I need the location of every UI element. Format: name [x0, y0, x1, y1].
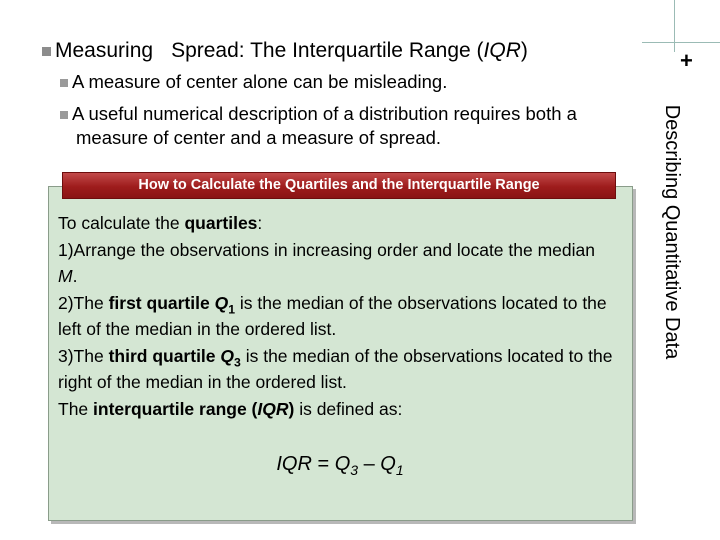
iqr-formula: [0, 450, 680, 478]
iqr-definition: [58, 396, 618, 423]
plus-mark: +: [680, 48, 693, 73]
q3-symbol: Q: [220, 345, 235, 366]
q1-subscript: 1: [228, 301, 236, 316]
step-2-bold: first quartile: [108, 292, 215, 313]
intro-colon: :: [257, 213, 263, 233]
title-abbreviation: IQR: [483, 39, 521, 62]
step-3-bold: third quartile: [108, 345, 221, 366]
bullet-item-1: [60, 70, 630, 94]
step-3-text: 3)The: [58, 345, 109, 366]
intro-text: To calculate the: [58, 213, 185, 233]
median-symbol: M: [58, 266, 73, 286]
formula-q1: Q: [380, 453, 396, 475]
step-3-rest: is the median of the observations located to the right of the median in the ordered list.: [58, 345, 613, 392]
step-2-text: 2)The: [58, 292, 109, 313]
iqr-bold: interquartile range (: [93, 398, 258, 419]
intro-bold: quartiles: [184, 213, 258, 233]
header-rule-vertical: [674, 0, 675, 52]
formula-q1-subscript: 1: [395, 461, 404, 478]
step-1-end: .: [72, 266, 78, 286]
title-close-paren: ): [520, 39, 528, 62]
square-bullet-icon: [60, 111, 68, 119]
definition-banner: How to Calculate the Quartiles and the Interquartile Range: [62, 172, 616, 199]
section-title-vertical: Describing Quantitative Data: [661, 104, 683, 360]
step-2: [58, 290, 618, 343]
title-text: Spread: The Interquartile Range (: [171, 39, 484, 62]
step-3: [58, 343, 618, 396]
formula-q3: Q: [334, 453, 351, 475]
header-rule-horizontal: [642, 42, 720, 43]
intro-line: [58, 210, 618, 237]
formula-equals: =: [311, 453, 335, 475]
bullet-text-line-1: A useful numerical description of a distribution requires both a: [72, 103, 577, 124]
iqr-rest: is defined as:: [294, 398, 403, 419]
iqr-close-paren: ): [288, 398, 295, 419]
formula-q3-subscript: 3: [350, 461, 359, 478]
slide-title: [42, 38, 642, 64]
square-bullet-icon: [42, 47, 51, 56]
formula-minus: –: [358, 453, 381, 475]
q1-symbol: Q: [214, 292, 229, 313]
iqr-text: The: [58, 398, 94, 419]
step-1: [58, 237, 618, 290]
iqr-abbreviation: IQR: [257, 398, 289, 419]
definition-body: [58, 210, 618, 422]
q3-subscript: 3: [234, 354, 241, 369]
bullet-item-2: [60, 102, 630, 150]
bullet-text: A measure of center alone can be misleading.: [72, 71, 448, 92]
bullet-text-line-2: measure of center and a measure of spread.: [76, 127, 442, 148]
step-2-rest: is the median of the observations located to the left of the median in the ordered list.: [58, 292, 607, 339]
step-1-text: 1)Arrange the observations in increasing order and locate the median: [58, 239, 595, 260]
formula-lhs: IQR: [276, 453, 312, 475]
square-bullet-icon: [60, 79, 68, 87]
title-word-1: Measuring: [55, 39, 154, 62]
